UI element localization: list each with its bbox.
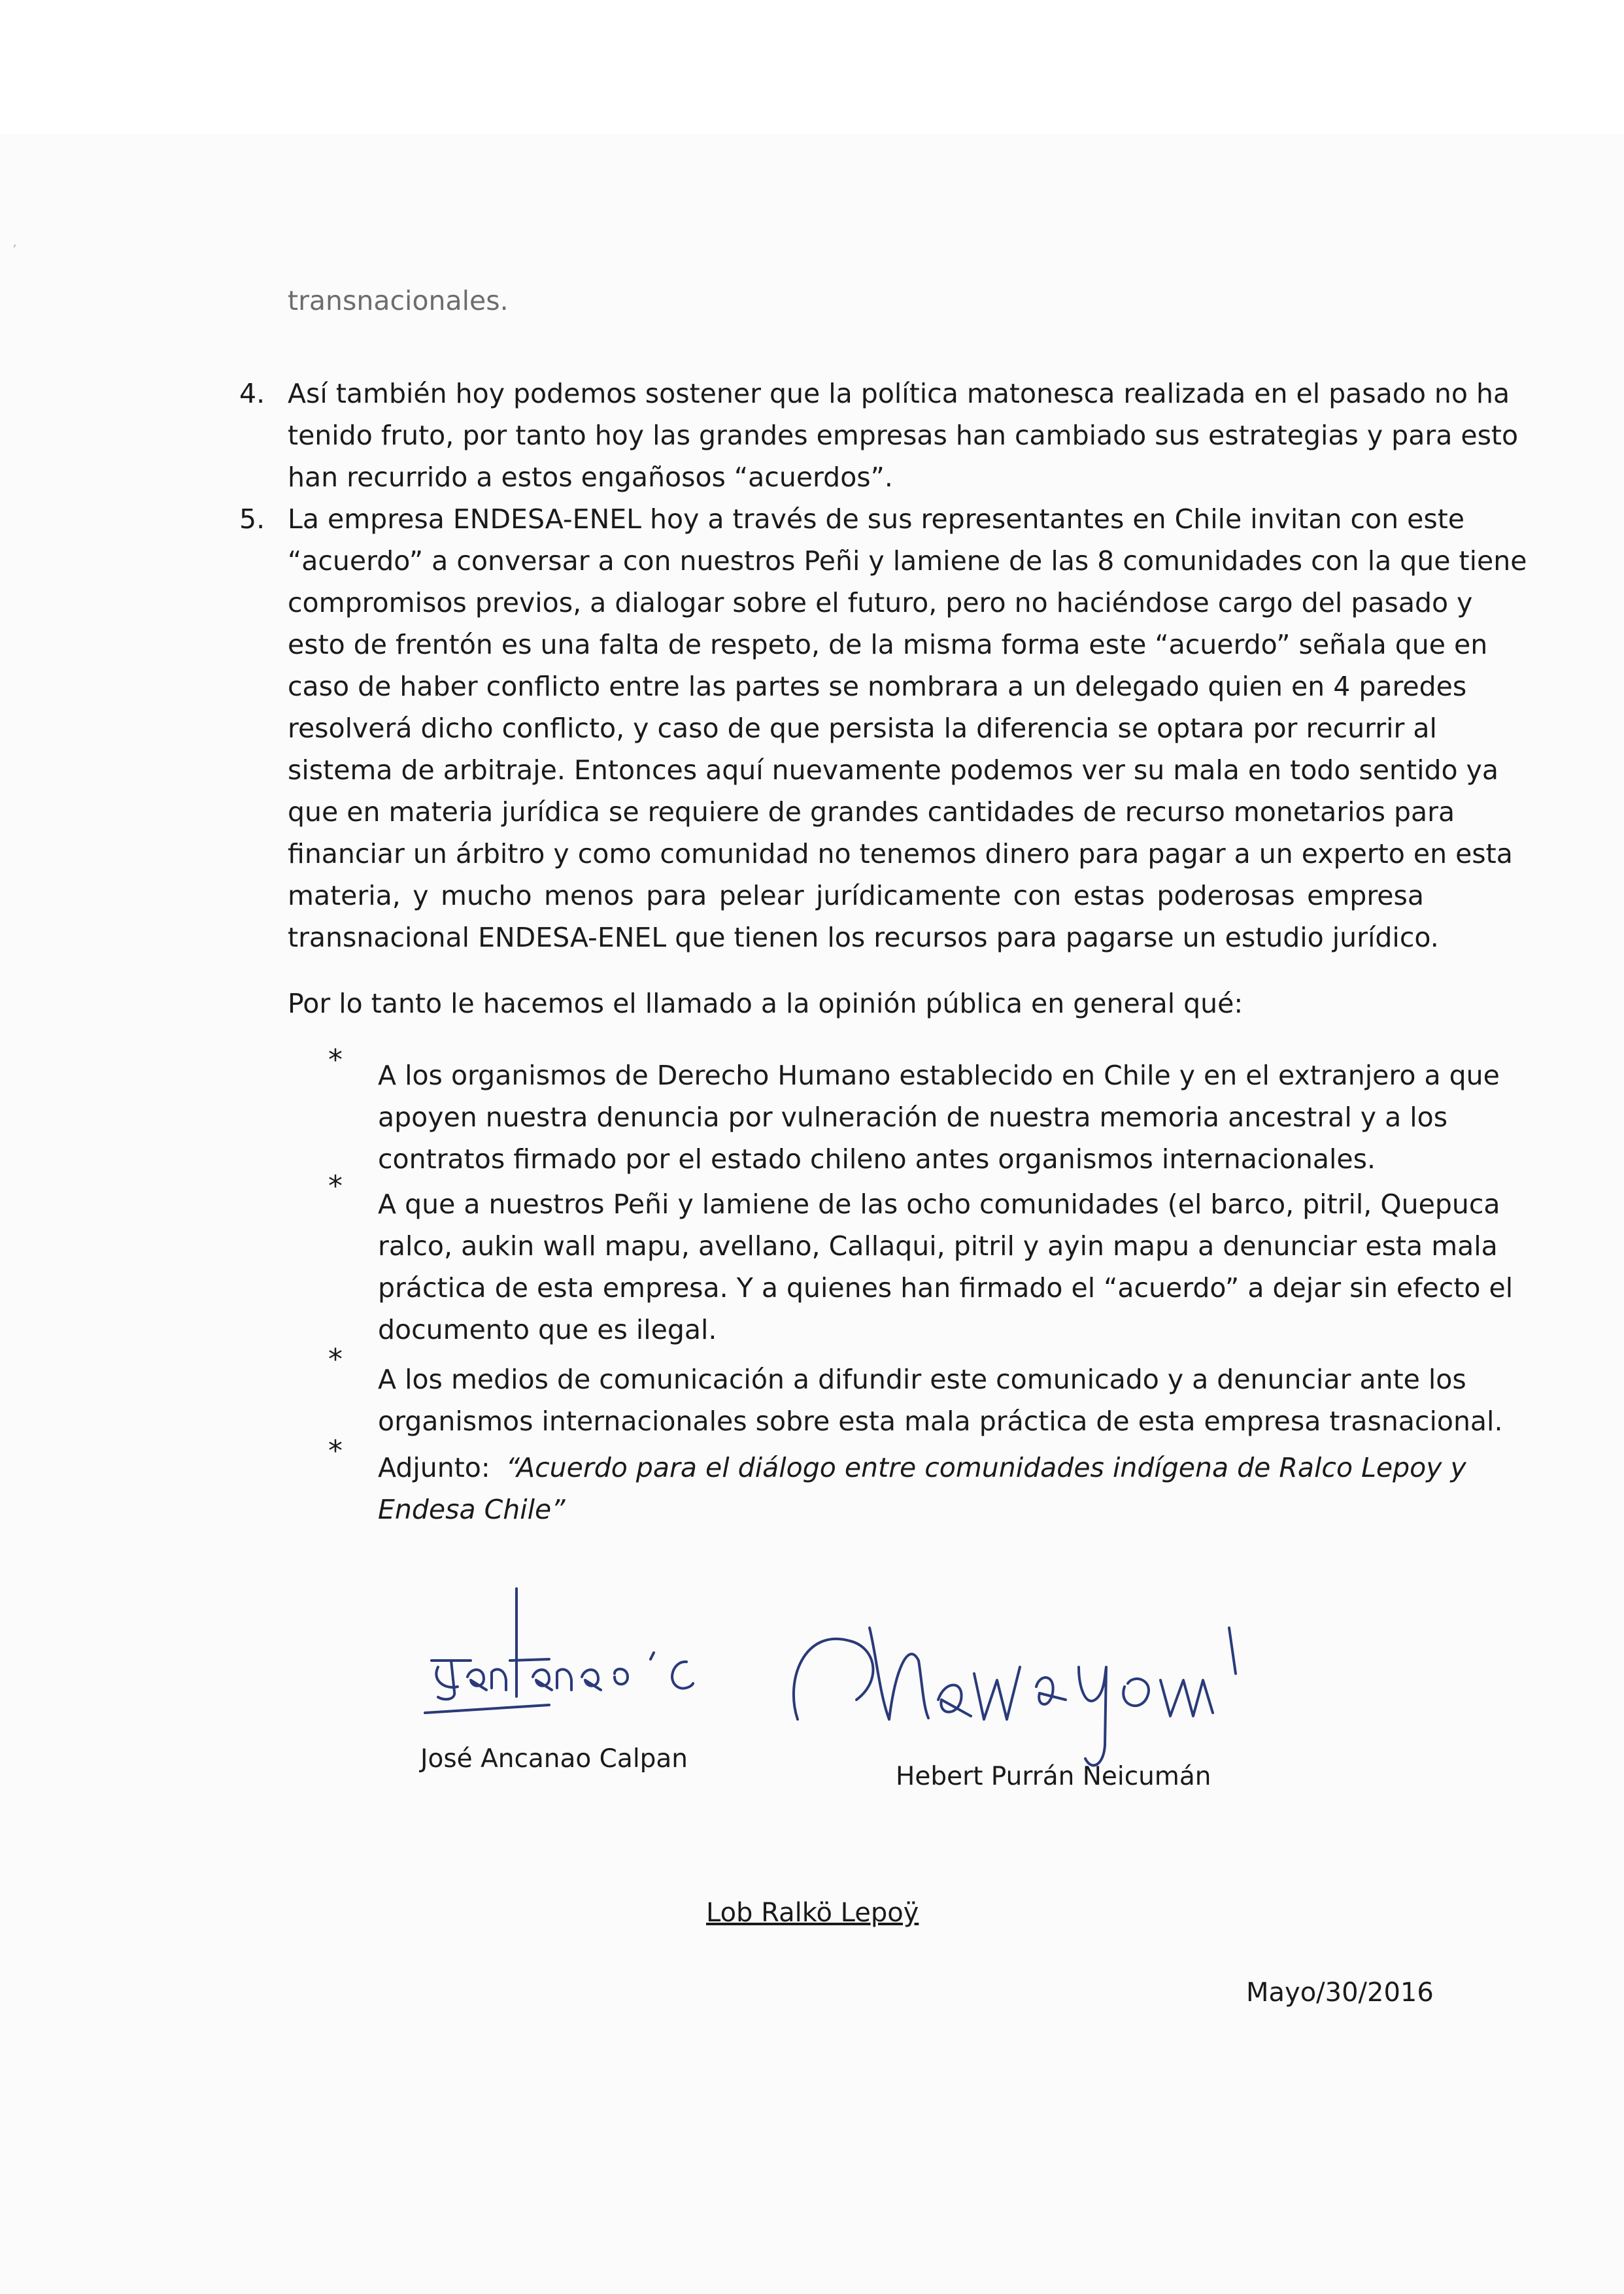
attachment-line [378, 1448, 1466, 1487]
attachment-title: “Acuerdo para el diálogo entre comunidades indígena de Ralco Lepoy y [505, 1452, 1466, 1483]
attachment-title-cont: Endesa Chile” [378, 1494, 566, 1525]
signatory-name: José Ancanao Calpan [420, 1744, 688, 1774]
item-5-line: esto de frentón es una falta de respeto, de la misma forma este “acuerdo” señala que en [288, 629, 1488, 660]
bullet-2-line: documento que es ilegal. [378, 1314, 717, 1345]
item-5-line: resolverá dicho conflicto, y caso de que persista la diferencia se optara por recurrir al [288, 713, 1437, 744]
item-5-line: sistema de arbitraje. Entonces aquí nuevamente podemos ver su mala en todo sentido ya [288, 754, 1499, 786]
bullet-1-line: apoyen nuestra denuncia por vulneración de nuestra memoria ancestral y a los [378, 1102, 1448, 1133]
item-5-line: transnacional ENDESA-ENEL que tienen los recursos para pagarse un estudio jurídico. [288, 922, 1439, 953]
bullet-marker: * [328, 1170, 343, 1203]
document-date: Mayo/30/2016 [1246, 1978, 1434, 2008]
item-5-line: “acuerdo” a conversar a con nuestros Peñi y lamiene de las 8 comunidades con la que tiene [288, 545, 1527, 577]
item-4-line: tenido fruto, por tanto hoy las grandes empresas han cambiado sus estrategias y para esto [288, 420, 1519, 451]
bullet-1-line: contratos firmado por el estado chileno antes organismos internacionales. [378, 1143, 1376, 1175]
signature-jose-ancanao [418, 1576, 719, 1726]
bullet-2-line: A que a nuestros Peñi y lamiene de las ocho comunidades (el barco, pitril, Quepuca [378, 1189, 1500, 1220]
intro-tail: transnacionales. [288, 285, 509, 316]
bullet-marker: * [328, 1043, 343, 1077]
item-5-line: materia, y mucho menos para pelear jurídicamente con estas poderosas empresa [288, 880, 1424, 911]
bullet-marker: * [328, 1343, 343, 1376]
item-5-line: La empresa ENDESA-ENEL hoy a través de sus representantes en Chile invitan con este [288, 503, 1465, 535]
item-4-line: Así también hoy podemos sostener que la política matonesca realizada en el pasado no ha [288, 378, 1510, 409]
item-5-line: que en materia jurídica se requiere de grandes cantidades de recurso monetarios para [288, 796, 1455, 828]
attachment-label: Adjunto: [378, 1452, 490, 1483]
item-5-number: 5. [239, 503, 265, 535]
bullet-marker: * [328, 1434, 343, 1468]
bullet-2-line: ralco, aukin wall mapu, avellano, Callaqui, pitril y ayin mapu a denunciar esta mala [378, 1230, 1498, 1262]
call-intro: Por lo tanto le hacemos el llamado a la opinión pública en general qué: [288, 988, 1243, 1019]
item-4-number: 4. [239, 378, 265, 409]
item-5-line: compromisos previos, a dialogar sobre el futuro, pero no haciéndose cargo del pasado y [288, 587, 1473, 618]
bullet-3-line: organismos internacionales sobre esta mala práctica de esta empresa trasnacional. [378, 1406, 1503, 1437]
bullet-2-line: práctica de esta empresa. Y a quienes han firmado el “acuerdo” a dejar sin efecto el [378, 1272, 1514, 1304]
signatory-name: Hebert Purrán Neicumán [896, 1762, 1211, 1791]
item-5-line: caso de haber conflicto entre las partes se nombrara a un delegado quien en 4 paredes [288, 671, 1467, 702]
scan-speck: ′ [13, 243, 16, 260]
item-5-line: financiar un árbitro y como comunidad no tenemos dinero para pagar a un experto en esta [288, 838, 1513, 869]
organization-name: Lob Ralkö Lepoÿ [706, 1898, 919, 1928]
item-4-line: han recurrido a estos engañosos “acuerdos”. [288, 462, 893, 493]
bullet-1-line: A los organismos de Derecho Humano establecido en Chile y en el extranjero a que [378, 1060, 1500, 1091]
bullet-3-line: A los medios de comunicación a difundir este comunicado y a denunciar ante los [378, 1364, 1466, 1395]
